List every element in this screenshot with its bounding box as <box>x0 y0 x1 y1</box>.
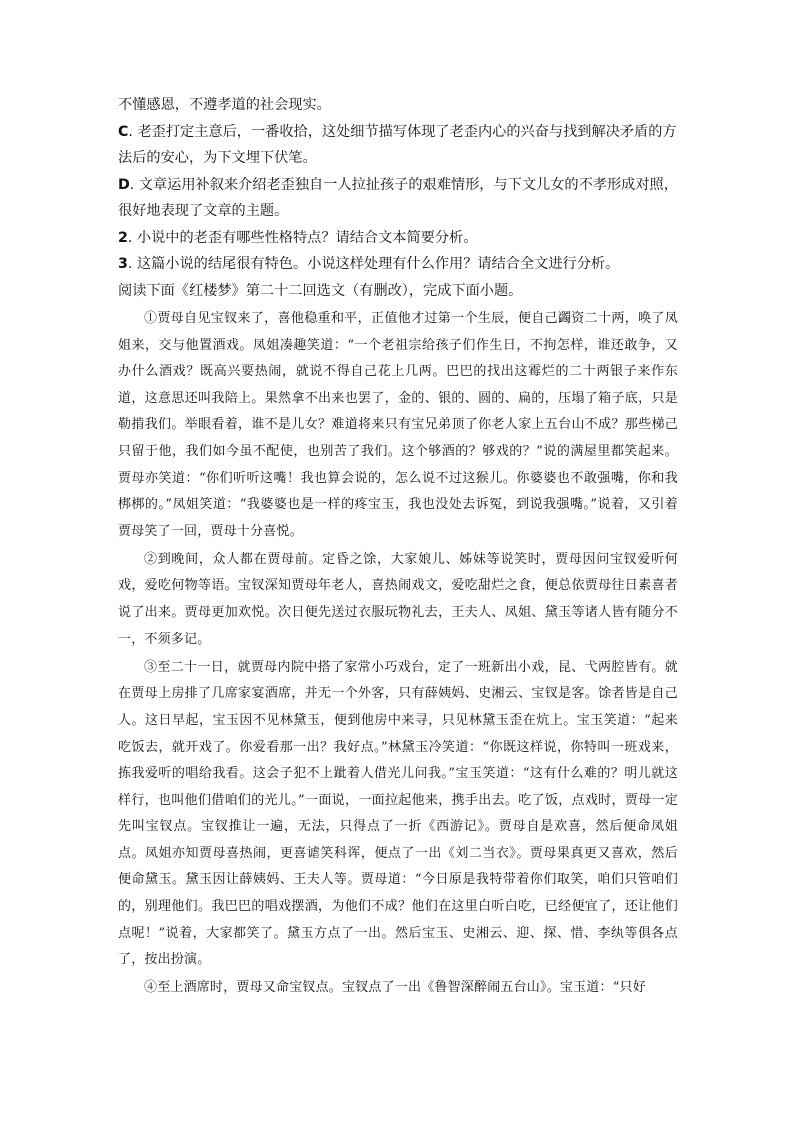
option-c-line-2: 法后的安心，为下文埋下伏笔。 <box>118 150 317 166</box>
option-c-letter: C <box>118 123 129 140</box>
passage-paragraph-3: ③至二十一日，就贾母内院中搭了家常小巧戏台，定了一班新出小戏，昆、弋两腔皆有。就在贾母上房排了几席家宴酒席，并无一个外客，只有薛姨妈、史湘云、宝钗是客。馀者皆是自己人。这日早起，宝玉因不见林黛玉，便到他房中来寻，只见林黛玉歪在炕上。宝玉笑道：“起来吃饭去，就开戏了。你爱看那一出？我好点。”林黛玉冷笑道：“你既这样说，你特叫一班戏来，拣我爱听的唱给我看。这会子犯不上跐着人借光儿问我。”宝玉笑道：“这有什么难的？明儿就这样行，也叫他们借咱们的光儿。”一面说，一面拉起他来，携手出去。吃了饭，点戏时，贾母一定先叫宝钗点。宝钗推让一遍，无法，只得点了一折《西游记》。贾母自是欢喜，然后便命凤姐点。凤姐亦知贾母喜热闹，更喜谑笑科诨，便点了一出《刘二当衣》。贾母果真更又喜欢，然后便命黛玉。黛玉因让薛姨妈、王夫人等。贾母道：“今日原是我特带着你们取笑，咱们只管咱们的，别理他们。我巴巴的唱戏摆酒，为他们不成？他们在这里白听白吃，已经便宜了，还让他们点呢！”说着，大家都笑了。黛玉方点了一出。然后宝玉、史湘云、迎、探、惜、李纨等俱各点了，按出扮演。 <box>118 659 678 968</box>
question-section <box>118 92 678 304</box>
passage-excerpt <box>118 306 678 1002</box>
option-c-line-1 <box>118 119 678 146</box>
document-page <box>118 92 678 1003</box>
option-c-text-1: . 老歪打定主意后，一番收拾，这处细节描写体现了老歪内心的兴奋与找到解决矛盾的方 <box>128 123 677 140</box>
reading-intro: 阅读下面《红楼梦》第二十二回选文（有删改），完成下面小题。 <box>118 282 523 299</box>
question-2-text: . 小说中的老歪有哪些性格特点？请结合文本简要分析。 <box>127 229 478 246</box>
option-d-text-1: . 文章运用补叙来介绍老歪独自一人拉扯孩子的艰难情形，与下文儿女的不孝形成对照， <box>129 176 678 193</box>
question-3-text: . 这篇小说的结尾很有特色。小说这样处理有什么作用？请结合全文进行分析。 <box>127 256 620 272</box>
passage-paragraph-2: ②到晚间，众人都在贾母前。定昏之馀，大家娘儿、姊妹等说笑时，贾母因问宝钗爱听何戏，爱吃何物等语。宝钗深知贾母年老人，喜热闹戏文，爱吃甜烂之食，便总依贾母往日素喜者说了出来。贾母更加欢悦。次日便先送过衣服玩物礼去，王夫人、凤姐、黛玉等诸人皆有随分不一，不须多记。 <box>118 551 678 647</box>
passage-paragraph-1: ①贾母自见宝钗来了，喜他稳重和平，正值他才过第一个生辰，便自己蠲资二十两，唤了凤姐来，交与他置酒戏。凤姐凑趣笑道：“一个老祖宗给孩子们作生日，不拘怎样，谁还敢争，又办什么酒戏？既高兴要热闹，就说不得自己花上几两。巴巴的找出这霉烂的二十两银子来作东道，这意思还叫我陪上。果然拿不出来也罢了，金的、银的、圆的、扁的，压塌了箱子底，只是勒掯我们。举眼看着，谁不是儿女？难道将来只有宝兄弟顶了你老人家上五台山不成？那些梯己只留于他，我们如今虽不配使，也别苦了我们。这个够酒的？够戏的？”说的满屋里都笑起来。贾母亦笑道：“你们听听这嘴！我也算会说的，怎么说不过这猴儿。你婆婆也不敢强嘴，你和我梆梆的。”凤姐笑道：“我婆婆也是一样的疼宝玉，我也没处去诉冤，到说我强嘴。”说着，又引着贾母笑了一回，贾母十分喜悦。 <box>118 311 678 539</box>
option-d-letter: D <box>118 176 130 193</box>
question-2 <box>118 225 678 252</box>
question-3-number: 3 <box>118 256 128 272</box>
option-b-continuation: 不懂感恩，不遵孝道的社会现实。 <box>118 97 331 113</box>
question-2-number: 2 <box>118 229 128 246</box>
option-d-line-1 <box>118 172 678 199</box>
option-d-line-2: 很好地表现了文章的主题。 <box>118 203 289 219</box>
question-3 <box>118 251 678 278</box>
passage-paragraph-4: ④至上酒席时，贾母又命宝钗点。宝钗点了一出《鲁智深醉闹五台山》。宝玉道：“只好 <box>144 980 646 996</box>
